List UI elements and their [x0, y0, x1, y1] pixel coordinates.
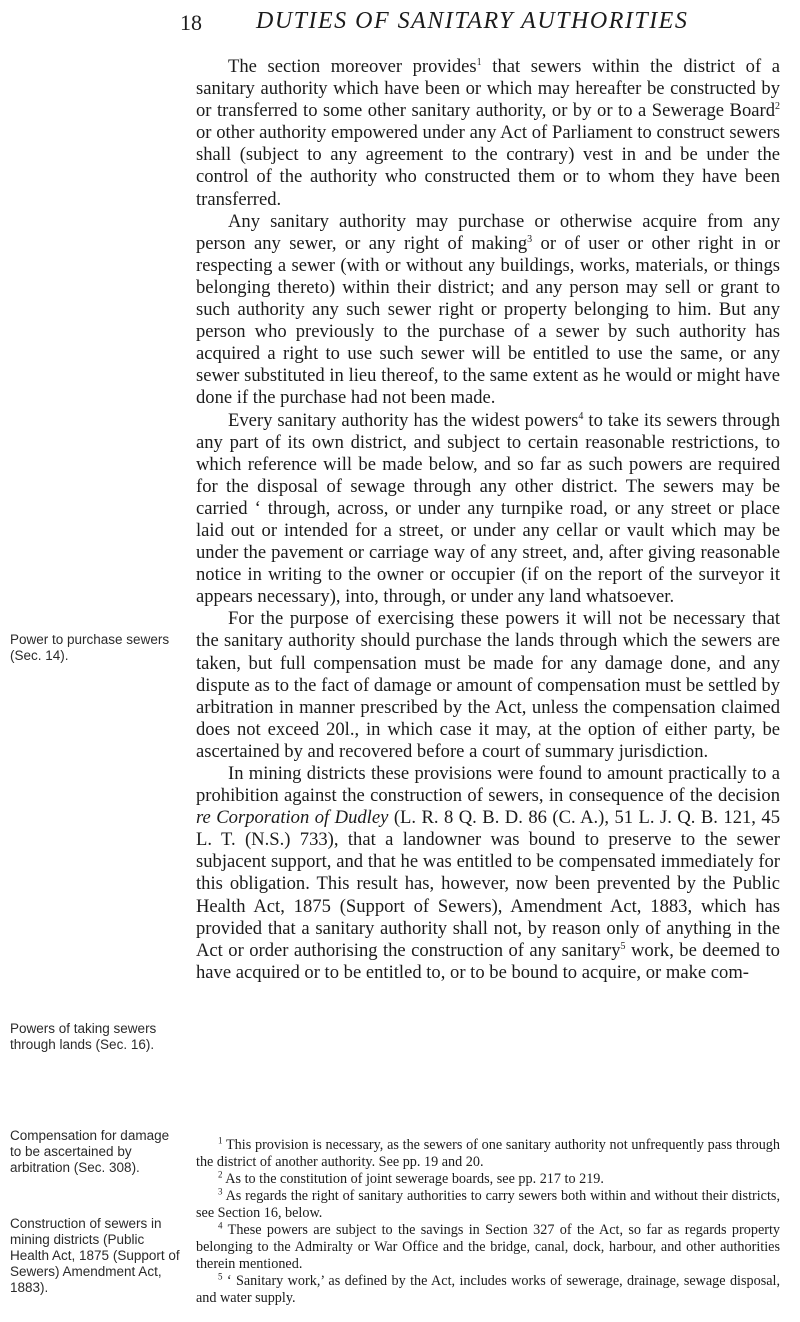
paragraph-powers-of-taking: Every sanitary authority has the widest powers$^4$ to take its sewers through any part of its own district, and subject to certain reasonable restrictions, to which reference will be made below, and so far as such powers are required for the disposal of sewage through any other district. The sewers may be carried ‘ through, across, or under any turnpike road, or any street or place laid out or intended for a street, or under any cellar or vault which may be under the pavement or carriage way of any street, and, after giving reasonable notice in writing to the owner or occupier (if on the report of the surveyor it appears necessary), into, through, or under any land whatsoever.	[196, 409, 780, 608]
margin-note-compensation: Compensation for damage to be ascertained by arbitration (Sec. 308).	[10, 1128, 170, 1175]
margin-note-powers-of-taking: Powers of taking sewers through lands (Sec. 16).	[10, 1021, 157, 1052]
footnote-4: $^4$ These powers are subject to the savings in Section 327 of the Act, so far as regards property belonging to the Admiralty or War Office and the bridge, canal, dock, harbour, and other authorities therein mentioned.	[196, 1220, 780, 1272]
footnote-1: $^1$ This provision is necessary, as the sewers of one sanitary authority not unfrequently pass through the district of another authority. See pp. 19 and 20.	[196, 1135, 780, 1170]
footnote-ref-4: 4	[578, 410, 584, 422]
paragraph-section-provides: The section moreover provides$^1$ that sewers within the district of a sanitary authority which have been or which may hereafter be constructed by or transferred to some other sanitary authority, or by or to a Sewerage Board$^2$ or other authority empowered under any Act of Parliament to construct sewers shall (subject to any agreement to the contrary) vest in and be under the control of the authority who constructed them or to whom they have been transferred.	[196, 56, 780, 210]
footnote-5: $^5$ ‘ Sanitary work,’ as defined by the Act, includes works of sewerage, drainage, sewage disposal, and water supply.	[196, 1271, 781, 1306]
footnote-2: $^2$ As to the constitution of joint sewerage boards, see pp. 217 to 219.	[218, 1169, 604, 1187]
body-text	[196, 56, 780, 984]
case-name: re Corporation of Dudley	[196, 807, 389, 829]
page-number: 18	[180, 10, 202, 35]
running-title: DUTIES OF SANITARY AUTHORITIES	[256, 8, 689, 34]
margin-note-mining-districts: Construction of sewers in mining districts (Public Health Act, 1875 (Support of Sewers) Amendment Act, 1883).	[10, 1216, 180, 1295]
paragraph-compensation: For the purpose of exercising these powers it will not be necessary that the sanitary authority should purchase the lands through which the sewers are taken, but full compensation must be made for any damage done, and any dispute as to the fact of damage or amount of compensation must be settled by arbitration in manner prescribed by the Act, unless the compensation claimed does not exceed 20l., in which case it may, at the option of either party, be ascertained by and recovered before a court of summary jurisdiction.	[196, 608, 780, 762]
page-header	[180, 6, 780, 46]
paragraph-mining-districts: In mining districts these provisions were found to amount practically to a prohibition against the construction of sewers, in consequence of the decision re Corporation of Dudley (L. R. 8 Q. B. D. 86 (C. A.), 51 L. J. Q. B. 121, 45 L. T. (N.S.) 733), that a landowner was bound to preserve to the sewer subjacent support, and that he was entitled to be compensated immediately for this obligation. This result has, however, now been prevented by the Public Health Act, 1875 (Support of Sewers), Amendment Act, 1883, which has provided that a sanitary authority shall not, by reason only of anything in the Act or order authorising the construction of any sanitary$^5$ work, be deemed to have acquired or to be entitled to, or to be bound to acquire, or make com-	[196, 763, 780, 983]
footnote-ref-3: 3	[527, 233, 533, 245]
footnote-ref-1: 1	[476, 56, 482, 68]
footnote-3: $^3$ As regards the right of sanitary authorities to carry sewers both within and without their districts, see Section 16, below.	[196, 1186, 780, 1221]
margin-note-power-to-purchase: Power to purchase sewers (Sec. 14).	[10, 632, 170, 663]
footnotes	[196, 1137, 780, 1307]
paragraph-power-to-purchase: Any sanitary authority may purchase or otherwise acquire from any person any sewer, or any right of making$^3$ or of user or other right in or respecting a sewer (with or without any buildings, works, materials, or things belonging thereto) within their district; and any person may sell or grant to such authority any such sewer right or property belonging to him. But any person who previously to the purchase of a sewer by such authority has acquired a right to use such sewer will be entitled to use the same, or any sewer substituted in lieu thereof, to the same extent as he would or might have done if the purchase had not been made.	[196, 210, 781, 409]
footnote-ref-2: 2	[775, 101, 780, 112]
footnote-ref-5: 5	[620, 940, 626, 952]
